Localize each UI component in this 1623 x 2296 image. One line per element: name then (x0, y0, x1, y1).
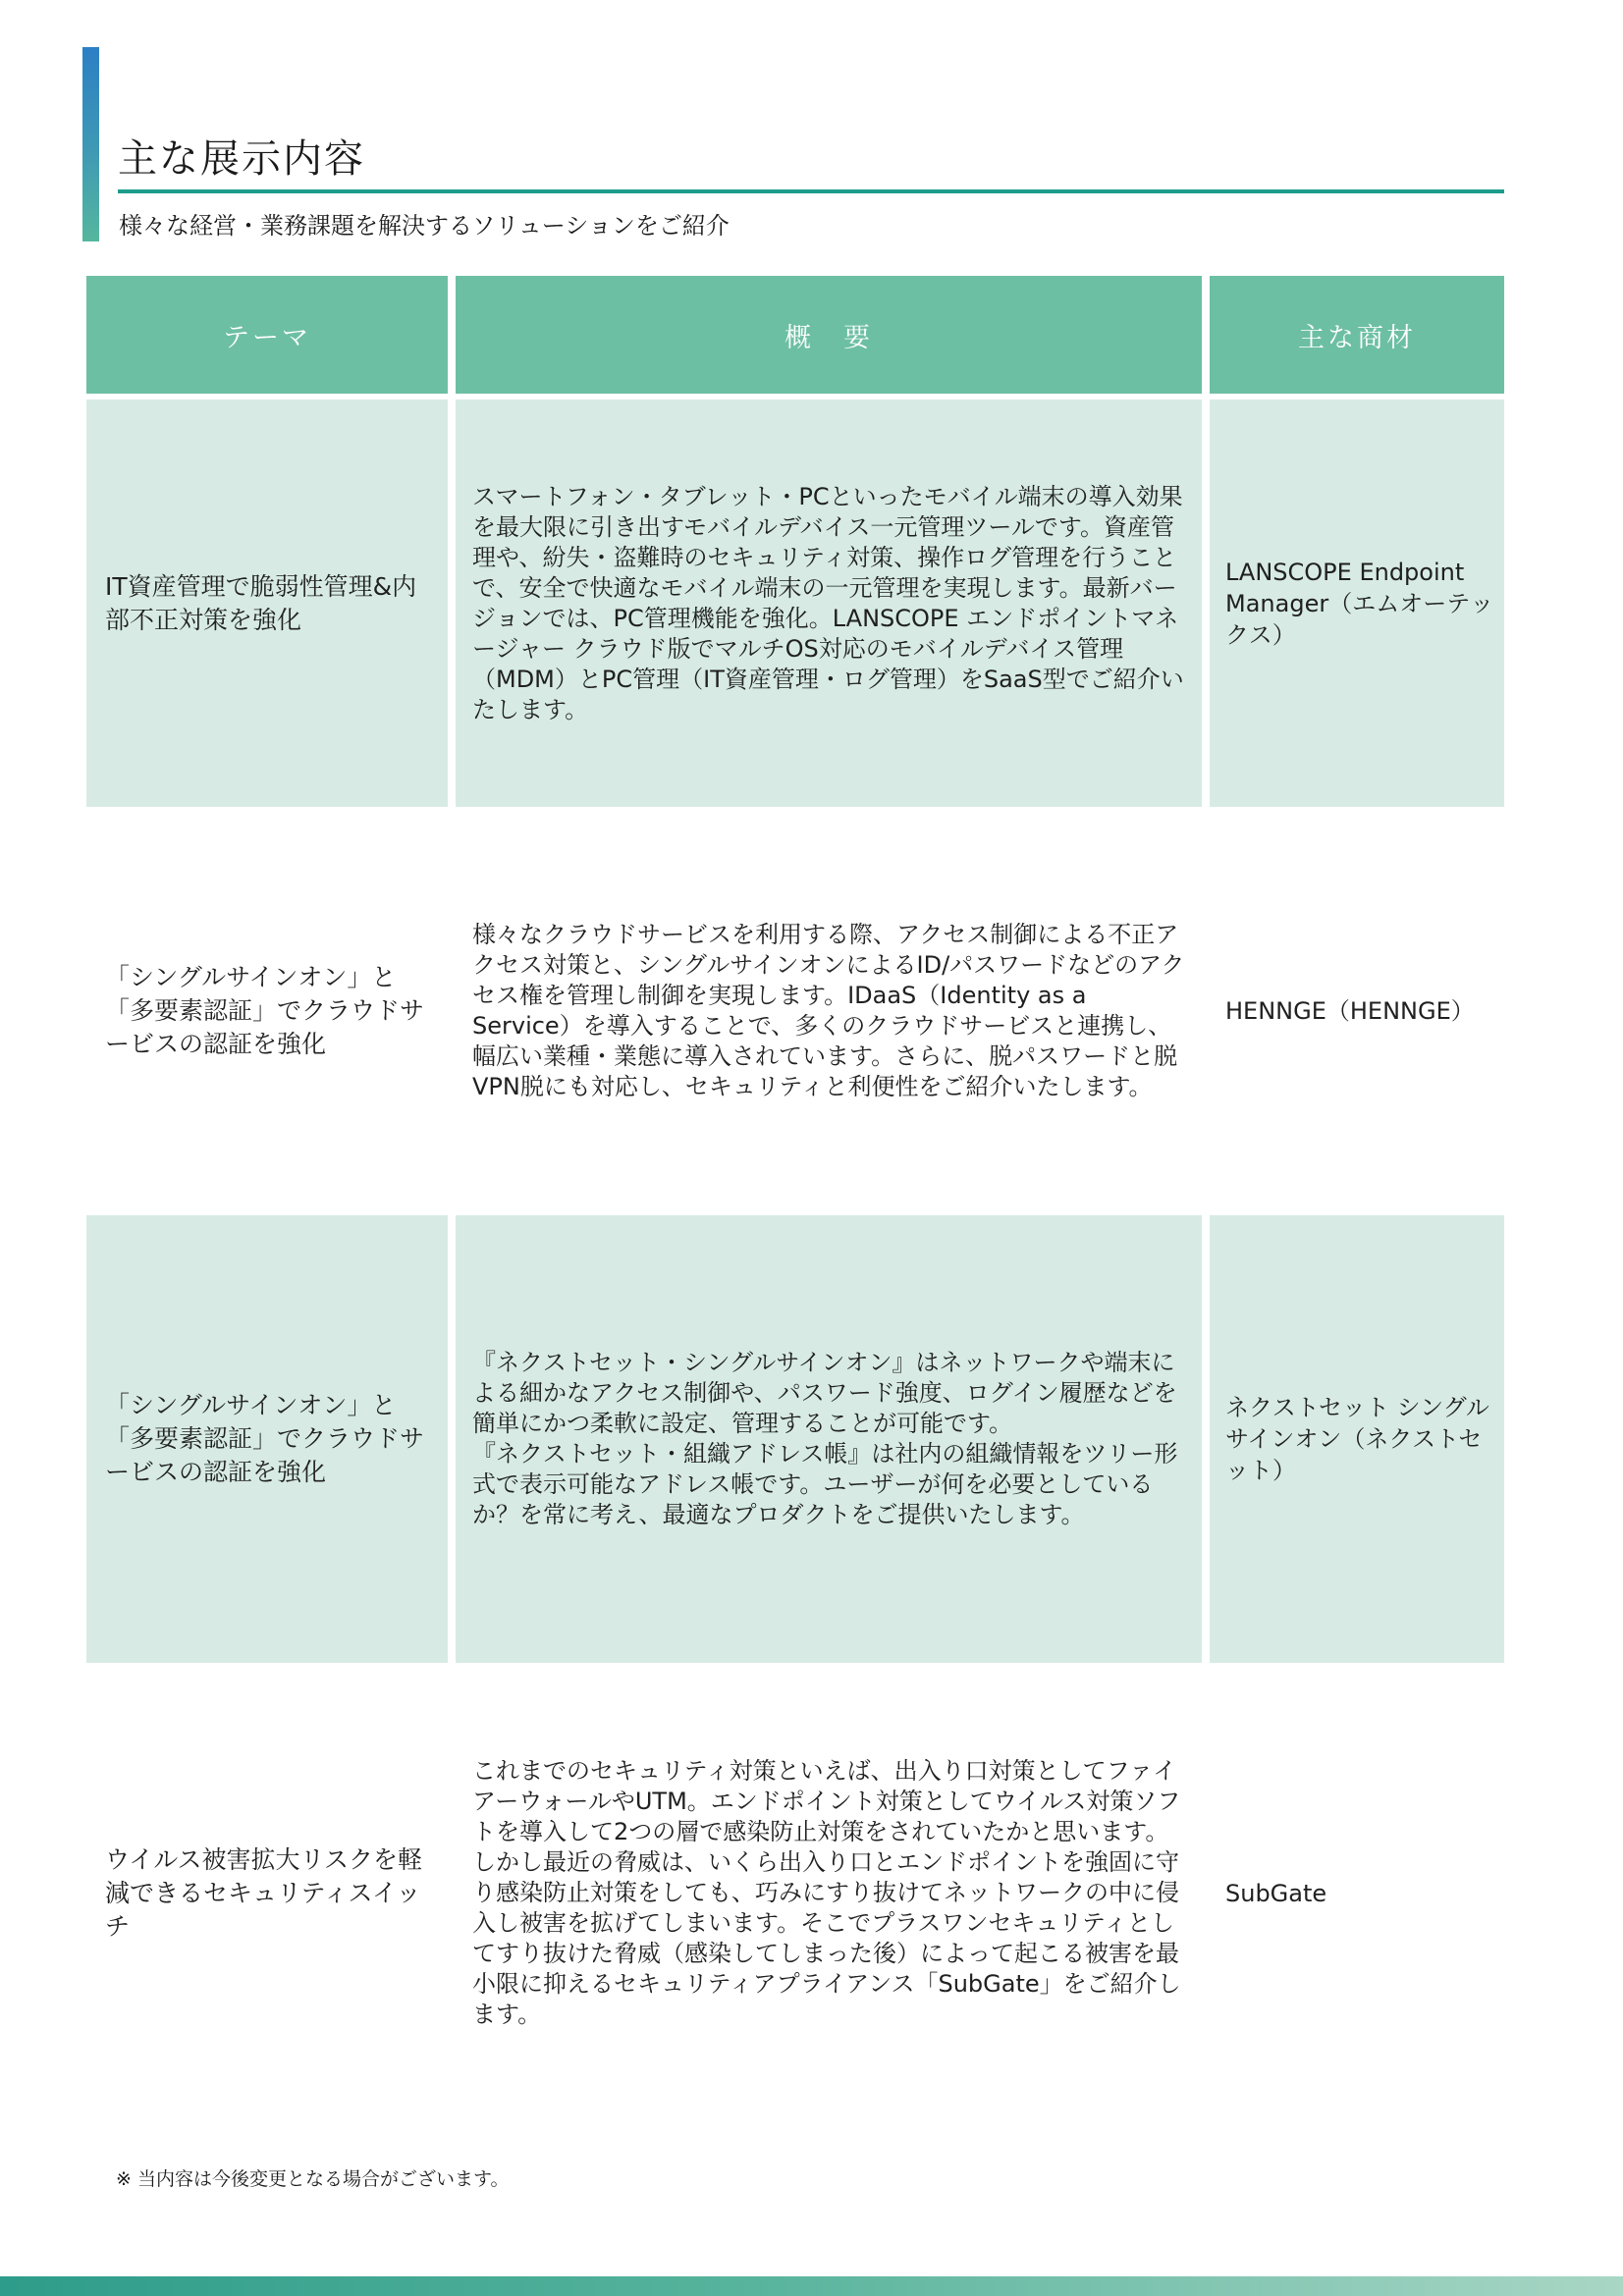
table-row (86, 400, 1504, 807)
header-summary: 概 要 (456, 276, 1202, 394)
cell-summary (456, 1215, 1202, 1663)
bottom-accent-bar (0, 2276, 1623, 2296)
cell-product: SubGate (1225, 1879, 1327, 1907)
table-header-row (86, 276, 1504, 394)
cell-summary (456, 400, 1202, 807)
header-theme: テーマ (86, 276, 448, 394)
page-title: 主な展示内容 (118, 136, 365, 182)
summary-paragraph: 『ネクストセット・組織アドレス帳』は社内の組織情報をツリー形式で表示可能なアドレス帳です。ユーザーが何を必要としているか？を常に考え、最適なプロダクトをご提供いたします。 (472, 1440, 1178, 1528)
page-subtitle: 様々な経営・業務課題を解決するソリューションをご紹介 (119, 212, 730, 240)
table-row (86, 813, 1504, 1209)
cell-product: LANSCOPE Endpoint Manager（エムオーテックス） (1210, 400, 1504, 807)
cell-theme: 「シングルサインオン」と「多要素認証」でクラウドサービスの認証を強化 (86, 1215, 448, 1663)
summary-paragraph: スマートフォン・タブレット・PCといったモバイル端末の導入効果を最大限に引き出すモバイルデバイス一元管理ツールです。資産管理や、紛失・盗難時のセキュリティ対策、操作ログ管理を行うことで、安全で快適なモバイル端末の一元管理を実現します。最新バージョンでは、PC管理機能を強化。LANSCOPE エンドポイントマネージャー クラウド版でマルチOS対応のモバイルデバイス管理（MDM）とPC管理（IT資産管理・ログ管理）をSaaS型でご紹介いたします。 (472, 482, 1184, 723)
table-row (86, 1669, 1504, 2117)
cell-summary (456, 813, 1202, 1209)
cell-product: ネクストセット シングルサインオン（ネクストセット） (1210, 1215, 1504, 1663)
cell-theme: ウイルス被害拡大リスクを軽減できるセキュリティスイッチ (105, 1844, 423, 1941)
cell-theme: IT資産管理で脆弱性管理&内部不正対策を強化 (86, 400, 448, 807)
summary-paragraph: 『ネクストセット・シングルサインオン』はネットワークや端末による細かなアクセス制御や、パスワード強度、ログイン履歴などを簡単にかつ柔軟に設定、管理することが可能です。 (472, 1349, 1177, 1437)
cell-theme: 「シングルサインオン」と「多要素認証」でクラウドサービスの認証を強化 (105, 963, 425, 1058)
exhibit-table (86, 276, 1504, 2117)
summary-paragraph: これまでのセキュリティ対策といえば、出入り口対策としてファイアーウォールやUTM。エンドポイント対策としてウイルス対策ソフトを導入して2つの層で感染防止対策をされていたかと思います。 (472, 1757, 1181, 1845)
table-body (86, 400, 1504, 2117)
table-row (86, 1215, 1504, 1663)
header-product: 主な商材 (1210, 276, 1504, 394)
cell-summary (456, 1669, 1202, 2117)
title-accent-bar (82, 47, 99, 241)
summary-paragraph: しかし最近の脅威は、いくら出入り口とエンドポイントを強固に守り感染防止対策をしても、巧みにすり抜けてネットワークの中に侵入し被害を拡げてしまいます。そこでプラスワンセキュリティとしてすり抜けた脅威（感染してしまった後）によって起こる被害を最小限に抑えるセキュリティアプライアンス「SubGate」をご紹介します。 (472, 1848, 1181, 2028)
summary-paragraph: 様々なクラウドサービスを利用する際、アクセス制御による不正アクセス対策と、シングルサインオンによるID/パスワードなどのアクセス権を管理し制御を実現します。IDaaS（Identity as a Service）を導入することで、多くのクラウドサービスと連携し、幅広い業種・業態に導入されています。さらに、脱パスワードと脱VPN脱にも対応し、セキュリティと利便性をご紹介いたします。 (472, 921, 1185, 1100)
cell-product: HENNGE（HENNGE） (1225, 997, 1475, 1025)
title-underline (118, 189, 1504, 193)
footnote: ※ 当内容は今後変更となる場合がございます。 (116, 2168, 510, 2190)
